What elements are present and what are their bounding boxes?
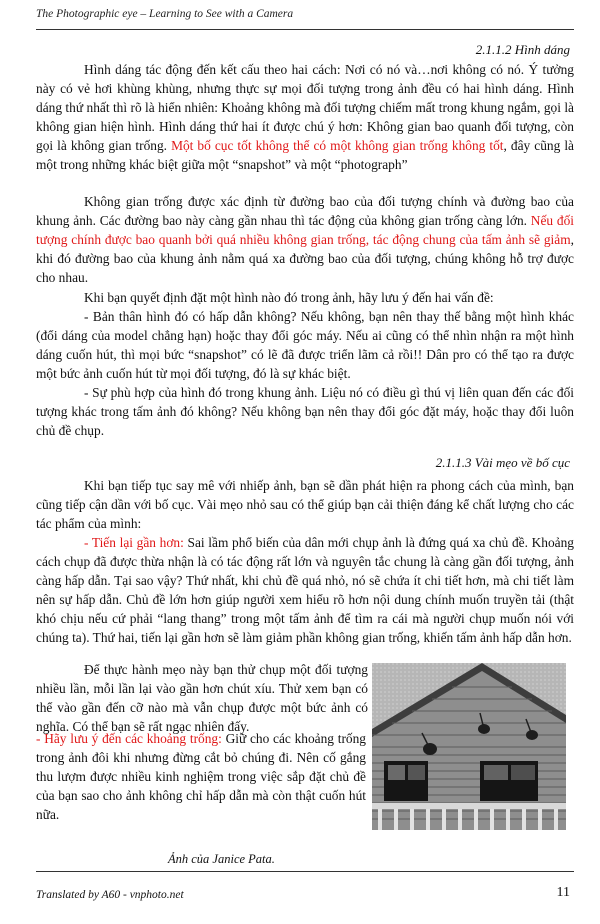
paragraph-negative-space: Không gian trống được xác định từ đường bao của đối tượng chính và đường bao của khung ảnh. Các đường bao này càng gần nhau thì tác động của không gian trống càng lớn. Nếu đối tượng chính được bao quanh bởi quá nhiều không gian trống, tác động chung của tấm ảnh sẽ giảm, khi đó đường bao của khung ảnh nằm quá xa đường bao của đối tượng, chúng không hỗ trợ được cho nhau.	[36, 194, 574, 285]
highlight-text: Nếu đối tượng chính được bao quanh bởi quá nhiều không gian trống, tác động chung của tấm ảnh sẽ giảm	[36, 213, 574, 247]
tip-get-closer: - Tiến lại gần hơn: Sai lầm phổ biến của dân mới chụp ảnh là đứng quá xa chủ đề. Khoảng cách chụp đã được thừa nhận là có tác động rất lớn và nguyên tắc chung là càng gần đối tượng, ảnh càng hấp dẫn. Tại sao vậy? Thứ nhất, khi chủ đề quá nhỏ, nó sẽ chứa ít chi tiết hơn, mà chi tiết làm nên sự hấp dẫn. Chủ đề lớn hơn giúp người xem hiểu rõ hơn nội dung chính muốn truyền tải (thật khó chịu nếu cứ phải “lang thang” trong một tấm ảnh để tìm ra cái mà người chụp muốn nói với chúng ta). Thứ hai, tiến lại gần hơn sẽ làm giảm phần không gian trống, khiến tấm ảnh hấp dẫn hơn.	[36, 535, 574, 645]
photo-wooden-building	[372, 663, 566, 830]
highlight-text: Một bố cục tốt không thể có một không gian trống không tốt	[171, 138, 504, 153]
header-rule	[36, 29, 574, 30]
photo-caption: Ảnh của Janice Pata.	[168, 852, 275, 866]
paragraph-shape-intro: Hình dáng tác động đến kết cấu theo hai cách: Nơi có nó và…nơi không có nó. Ý tưởng này có vẻ hơi khùng khùng, nhưng thực sự mọi đối tượng trong ảnh đều có hai hình dáng. Hình dáng thứ nhất thì rõ là hiển nhiên: Khoảng không mà đối tượng chiếm mất trong khung ngắm, gọi là không gian hiện hình. Hình dáng thứ hai ít được chú ý hơn: Không gian bao quanh đối tượng, còn gọi là không gian trống. Một bố cục tốt không thể có một không gian trống không tốt, đây cũng là một trong những khác biệt giữa một “snapshot” và một “photograph”	[36, 62, 574, 172]
tip-label: - Hãy lưu ý đến các khoảng trống:	[36, 731, 222, 746]
section-title-composition-tips: 2.1.1.3 Vài mẹo về bố cục	[435, 455, 570, 470]
paragraph-tips-intro: Khi bạn tiếp tục say mê với nhiếp ảnh, bạn sẽ dần phát hiện ra phong cách của mình, bạn cũng tiếp cận dần với bố cục. Vài mẹo nhỏ sau có thể giúp bạn cải thiện đáng kể chất lượng cho các tác phẩm của mình:	[36, 478, 574, 531]
tip-mind-spaces: - Hãy lưu ý đến các khoảng trống: Giữ cho các khoảng trống trong ảnh đôi khi nhưng đừng cắt bỏ chúng đi. Nên cố gắng thu lượm được nhiều kinh nghiệm trong việc sắp đặt chủ đề của bạn sao cho ảnh không chỉ hấp dẫn mà còn thật cuốn hút nữa.	[36, 731, 367, 822]
footer-rule	[36, 871, 574, 872]
section-title-shape: 2.1.1.2 Hình dáng	[475, 42, 570, 57]
running-header: The Photographic eye – Learning to See with a Camera	[36, 8, 294, 20]
tip-label: - Tiến lại gần hơn:	[84, 535, 184, 550]
page-number: 11	[556, 885, 570, 900]
bullet-shape-fit: - Sự phù hợp của hình đó trong khung ảnh. Liệu nó có điều gì thú vị liên quan đến các đối tượng khác trong tấm ảnh đó không? Nếu không bạn nên thay đổi góc đặt máy, hoặc thay đổi luôn chủ đề chụp.	[36, 385, 574, 438]
bullet-attractive-shape: - Bản thân hình đó có hấp dẫn không? Nếu không, bạn nên thay thế bằng một hình khác (đổi dáng của model chẳng hạn) hoặc thay đổi góc máy. Nếu ai cũng có thể nhìn nhận ra một hình dáng cuốn hút, thì mọi bức “snapshot” có lẽ đã được triển lãm cả rồi!! Dân pro có thể tạo ra được một bức ảnh cuốn hút từ mọi đối tượng, đó là sự khác biệt.	[36, 309, 574, 381]
paragraph-two-issues: Khi bạn quyết định đặt một hình nào đó trong ảnh, hãy lưu ý đến hai vấn đề:	[84, 290, 494, 305]
footer-translator: Translated by A60 - vnphoto.net	[36, 889, 184, 901]
paragraph-practice: Để thực hành mẹo này bạn thử chụp một đối tượng nhiều lần, mỗi lần lại vào gần hơn chút xíu. Thử xem bạn có thể vào gần đến cỡ nào mà vẫn chụp được một bức ảnh có nghĩa. Có thể bạn sẽ rất ngạc nhiên đấy.	[36, 662, 368, 734]
